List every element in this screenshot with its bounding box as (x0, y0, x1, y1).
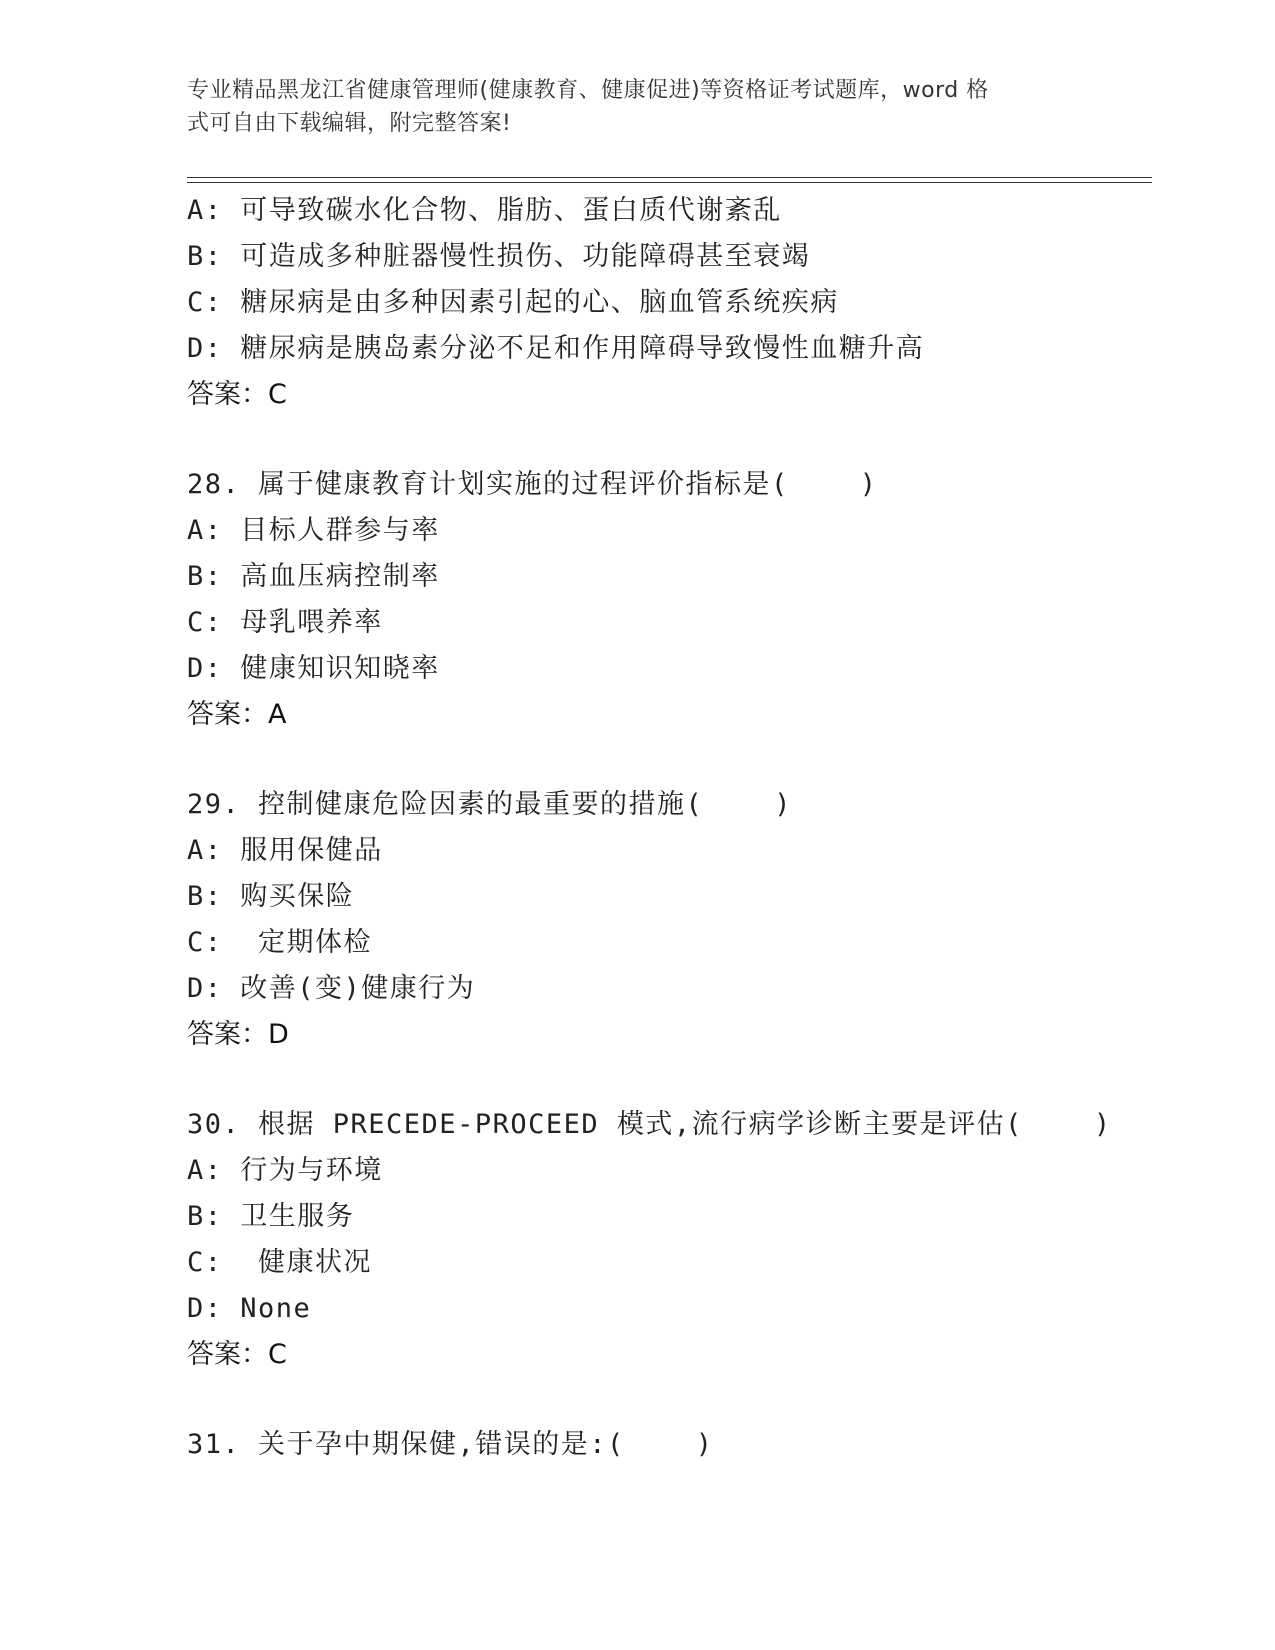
header-divider-top (187, 177, 1152, 178)
question-stem: 28. 属于健康教育计划实施的过程评价指标是( ) (187, 469, 878, 500)
option-c: C: 健康状况 (187, 1247, 373, 1278)
option-a: A: 服用保健品 (187, 835, 383, 866)
option-c: C: 糖尿病是由多种因素引起的心、脑血管系统疾病 (187, 287, 839, 318)
question-stem: 29. 控制健康危险因素的最重要的措施( ) (187, 789, 793, 820)
option-a: A: 行为与环境 (187, 1155, 383, 1186)
option-d: D: 健康知识知晓率 (187, 653, 440, 684)
question-stem: 31. 关于孕中期保健,错误的是:( ) (187, 1429, 714, 1460)
question-27-continued (187, 188, 1152, 418)
header-divider-bottom (187, 182, 1152, 183)
option-a: A: 可导致碳水化合物、脂肪、蛋白质代谢紊乱 (187, 195, 782, 226)
option-b: B: 卫生服务 (187, 1201, 355, 1232)
option-c: C: 定期体检 (187, 927, 373, 958)
option-a: A: 目标人群参与率 (187, 515, 440, 546)
question-28 (187, 462, 1152, 738)
answer-label: 答案：A (187, 699, 287, 730)
answer-label: 答案：D (187, 1019, 289, 1050)
option-b: B: 购买保险 (187, 881, 355, 912)
option-d: D: 糖尿病是胰岛素分泌不足和作用障碍导致慢性血糖升高 (187, 333, 925, 364)
page-header (187, 74, 1067, 140)
question-stem: 30. 根据 PRECEDE-PROCEED 模式,流行病学诊断主要是评估( ) (187, 1109, 1112, 1140)
option-c: C: 母乳喂养率 (187, 607, 383, 638)
question-29 (187, 782, 1152, 1058)
option-d: D: 改善(变)健康行为 (187, 973, 476, 1004)
question-list (187, 188, 1152, 1468)
option-d: D: None (187, 1293, 312, 1324)
option-b: B: 高血压病控制率 (187, 561, 440, 592)
option-b: B: 可造成多种脏器慢性损伤、功能障碍甚至衰竭 (187, 241, 811, 272)
header-line-1: 专业精品黑龙江省健康管理师(健康教育、健康促进)等资格证考试题库，word 格 (187, 78, 989, 103)
question-30 (187, 1102, 1152, 1378)
question-31 (187, 1422, 1152, 1468)
answer-label: 答案：C (187, 1339, 287, 1370)
answer-label: 答案：C (187, 379, 287, 410)
header-line-2: 式可自由下载编辑，附完整答案! (187, 111, 512, 136)
